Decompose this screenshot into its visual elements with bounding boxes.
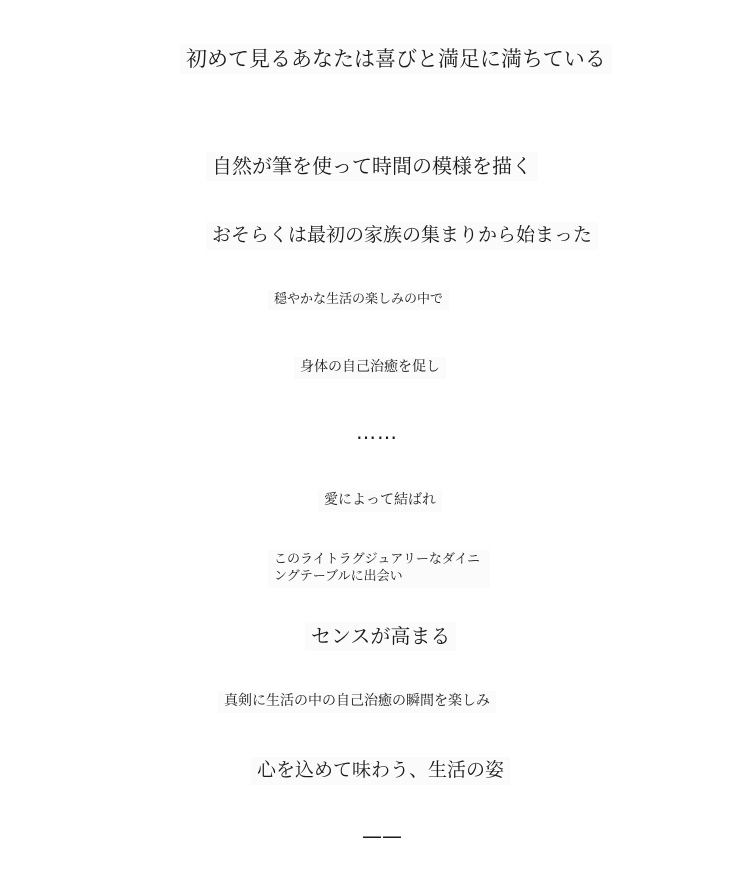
closing-dash: ——	[362, 824, 402, 848]
poem-line-10: 真剣に生活の中の自己治癒の瞬間を楽しみ	[218, 691, 496, 713]
poem-line-4: 穏やかな生活の楽しみの中で	[268, 290, 449, 310]
poem-line-9: センスが高まる	[305, 622, 456, 651]
poem-line-2: 自然が筆を使って時間の模様を描く	[206, 152, 538, 181]
poem-line-5: 身体の自己治癒を促し	[294, 357, 446, 379]
poem-line-1: 初めて見るあなたは喜びと満足に満ちている	[180, 44, 612, 74]
ellipsis: ……	[356, 420, 398, 444]
poem-line-7: 愛によって結ばれ	[318, 490, 442, 512]
poem-line-8: このライトラグジュアリーなダイニングテーブルに出会い	[268, 550, 490, 588]
poem-line-3: おそらくは最初の家族の集まりから始まった	[206, 222, 598, 250]
poem-line-11: 心を込めて味わう、生活の姿	[251, 757, 510, 785]
